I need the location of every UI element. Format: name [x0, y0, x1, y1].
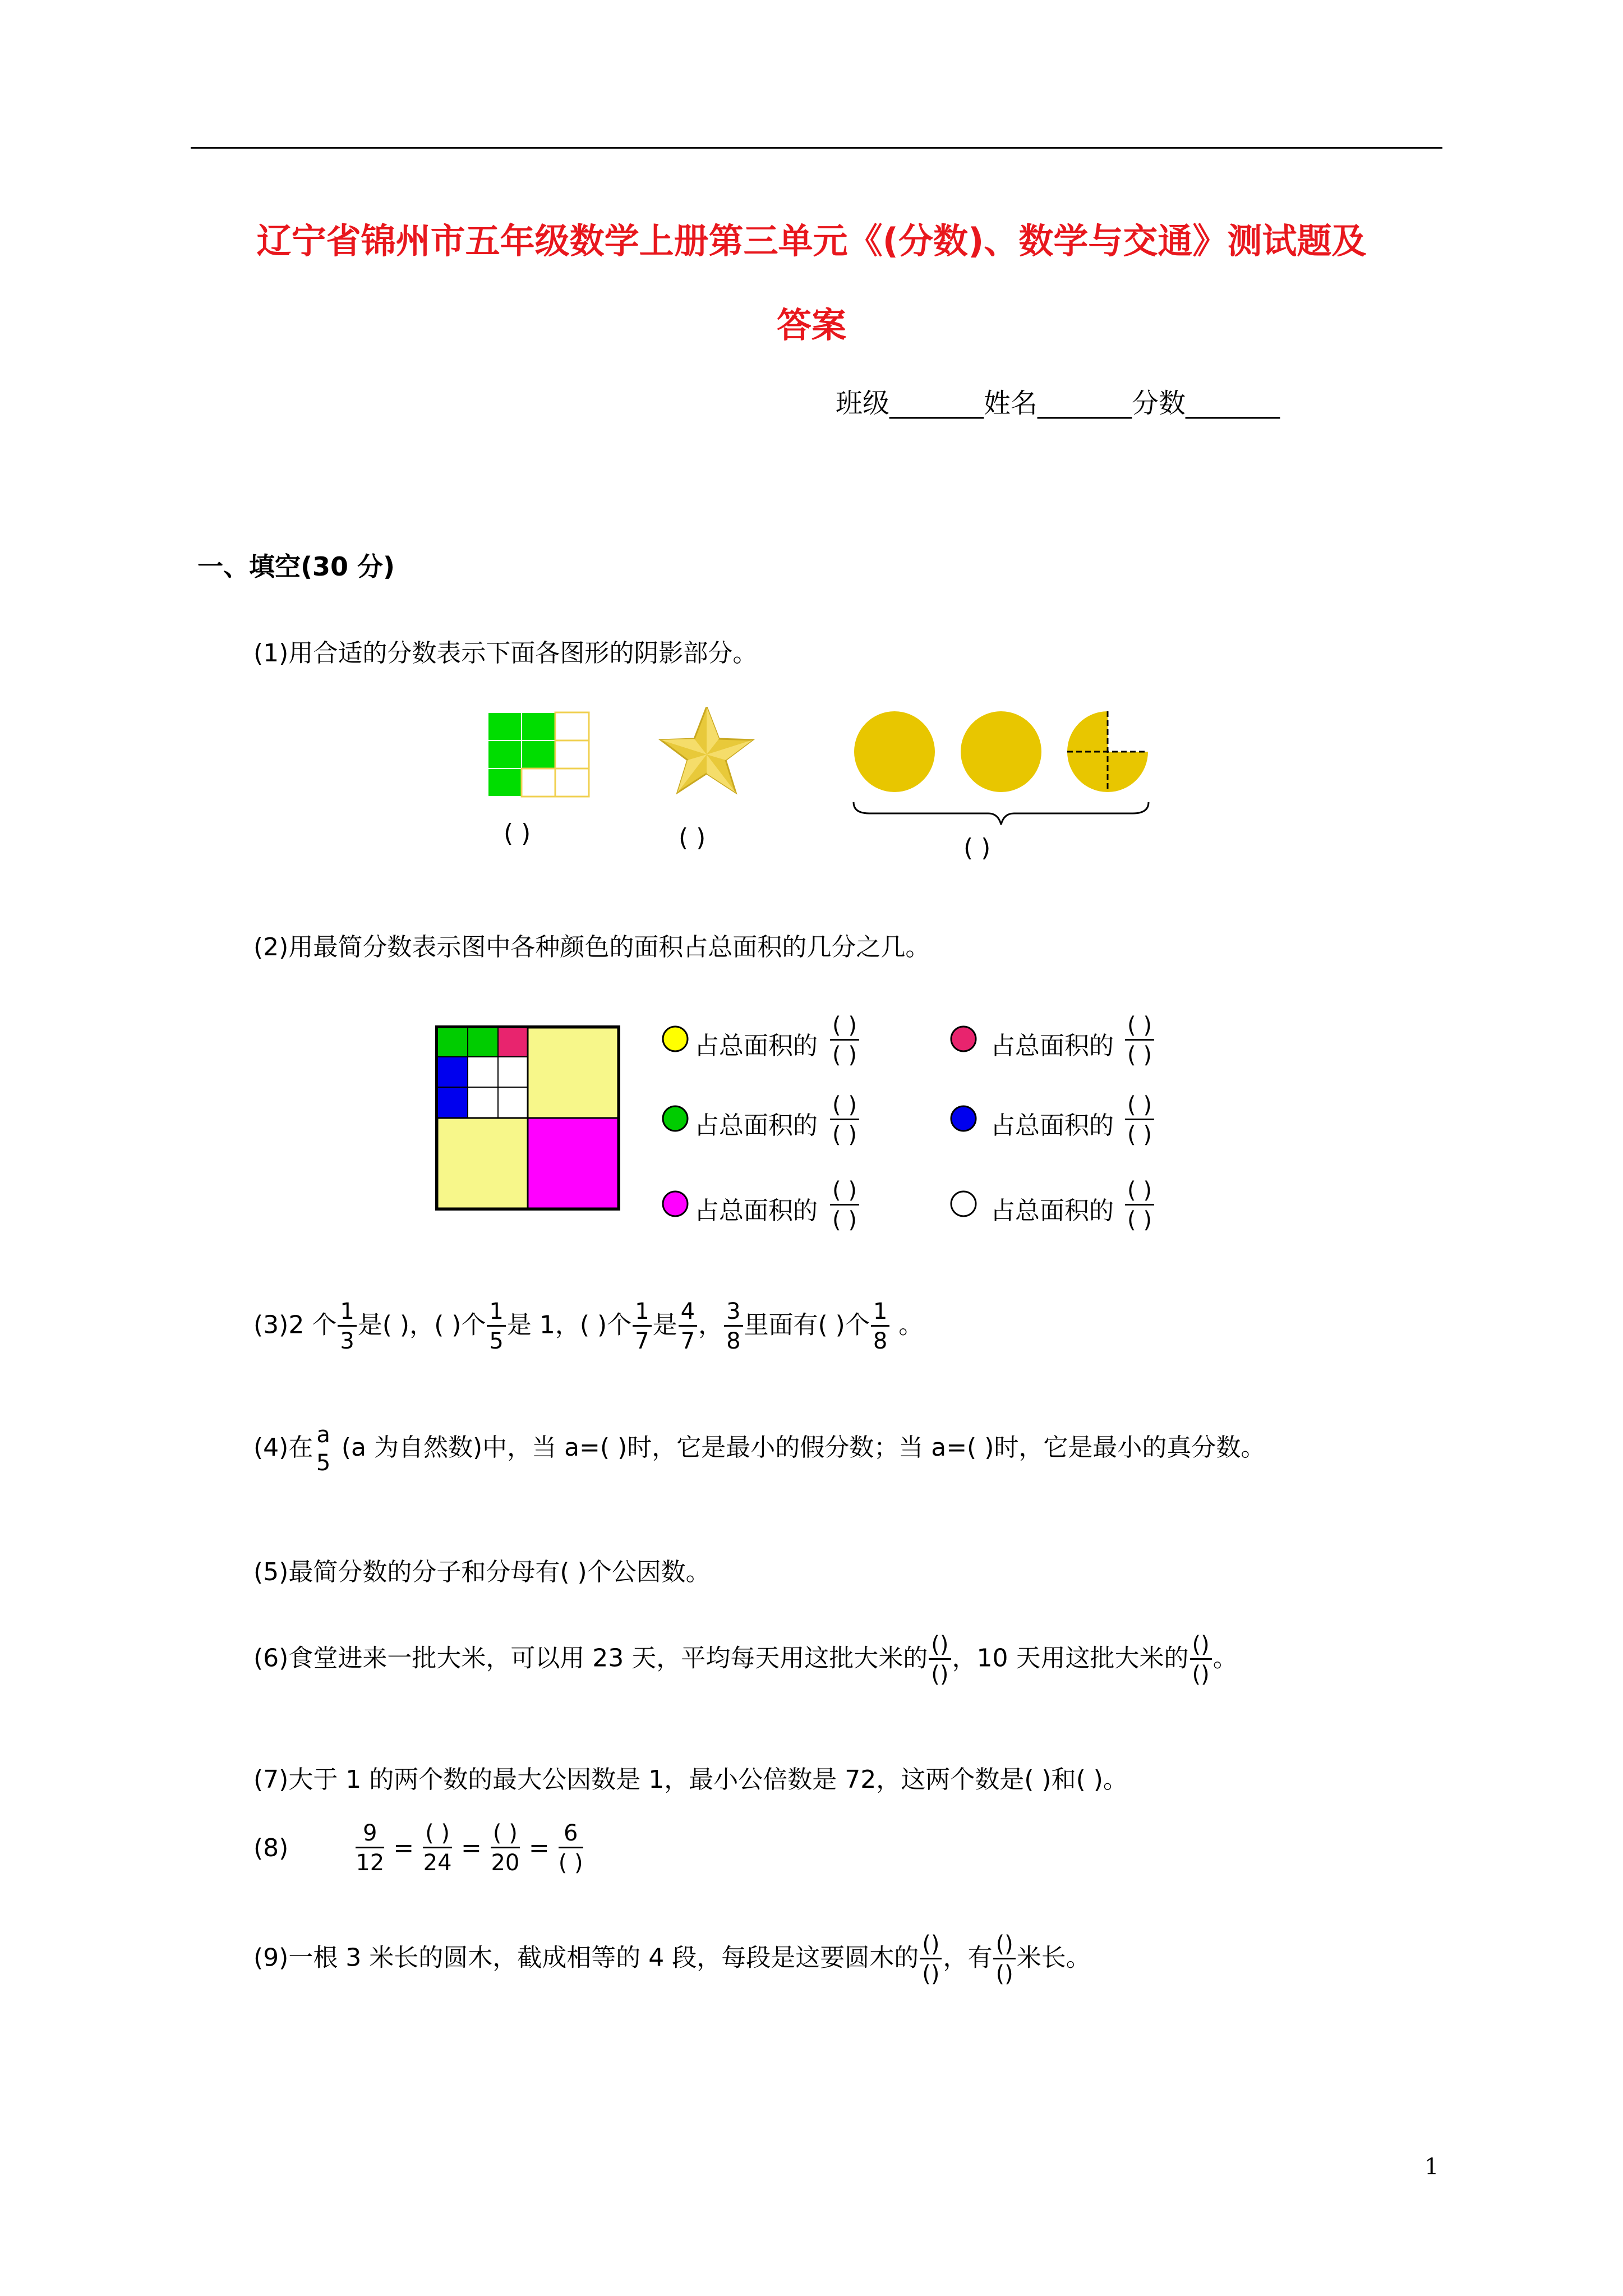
question-7: (7)大于 1 的两个数的最大公因数是 1，最小公倍数是 72，这两个数是( )和( )。	[253, 1765, 1128, 1794]
page-title-line2: 答案	[776, 305, 846, 346]
legend-fraction-green: ( ) ( )	[830, 1094, 859, 1146]
legend-fraction-yellow: ( ) ( )	[830, 1014, 859, 1066]
crimson-dot-icon	[949, 1024, 978, 1053]
legend-label-yellow: 占总面积的	[694, 1032, 818, 1060]
circles-figure	[854, 711, 1149, 825]
q1-blank-1: ( )	[504, 819, 531, 848]
student-info-fields: 班级_______姓名_______分数_______	[836, 388, 1280, 419]
q2-square-figure	[435, 1025, 620, 1222]
legend-label-blue: 占总面积的	[990, 1111, 1114, 1140]
legend-label-white: 占总面积的	[990, 1197, 1114, 1225]
question-2: (2)用最简分数表示图中各种颜色的面积占总面积的几分之几。	[253, 933, 930, 961]
legend-label-crimson: 占总面积的	[990, 1032, 1114, 1060]
question-6: (6)食堂进来一批大米，可以用 23 天，平均每天用这批大米的 $\frac{()}{()}$ ，10 天用这批大米的 $\frac{()}{()}$ 。	[253, 1632, 1238, 1687]
white-dot-icon	[949, 1189, 978, 1218]
legend-fraction-blue: ( ) ( )	[1125, 1094, 1154, 1146]
question-5: (5)最简分数的分子和分母有( )个公因数。	[253, 1558, 711, 1586]
star-figure	[661, 707, 753, 793]
legend-fraction-crimson: ( ) ( )	[1125, 1014, 1154, 1066]
question-1: (1)用合适的分数表示下面各图形的阴影部分。	[253, 639, 758, 668]
q1-blank-3: ( )	[963, 834, 991, 862]
question-3: (3)2 个 $\frac{1}{3}$ 是( )，( )个 $\frac{1}{5}$ 是 1，( )个 $\frac{1}{7}$ 是 $\frac{4}{7}$ ， $\frac{3}{8}$ 里面有( )个 $\frac{1}{8}$ 。	[253, 1299, 924, 1354]
section-heading: 一、填空(30 分)	[197, 551, 395, 582]
header-rule	[191, 147, 1442, 149]
green-dot-icon	[661, 1104, 690, 1133]
question-9: (9)一根 3 米长的圆木，截成相等的 4 段，每段是这要圆木的 $\frac{()}{()}$ ，有 $\frac{()}{()}$ 米长。	[253, 1931, 1091, 1987]
legend-label-green: 占总面积的	[694, 1111, 818, 1140]
q1-figures	[477, 707, 1150, 869]
question-8: (8) $\frac{9}{12}$ = $\frac{( )}{24}$ = $\frac{( )}{20}$ = $\frac{6}{( )}$	[253, 1820, 583, 1876]
yellow-dot-icon	[661, 1024, 690, 1053]
page-number: 1	[1424, 2154, 1439, 2180]
magenta-dot-icon	[661, 1189, 690, 1218]
q1-blank-2: ( )	[679, 823, 706, 852]
page-title: 辽宁省锦州市五年级数学上册第三单元《(分数)、数学与交通》测试题及	[256, 220, 1367, 261]
legend-fraction-white: ( ) ( )	[1125, 1179, 1154, 1231]
legend-fraction-magenta: ( ) ( )	[830, 1179, 859, 1231]
grid-figure	[488, 712, 589, 797]
blue-dot-icon	[949, 1104, 978, 1133]
question-4: (4)在 a 5 (a 为自然数)中，当 a=( )时，它是最小的假分数；当 a=( )时，它是最小的真分数。	[253, 1422, 1266, 1476]
legend-label-magenta: 占总面积的	[694, 1197, 818, 1225]
